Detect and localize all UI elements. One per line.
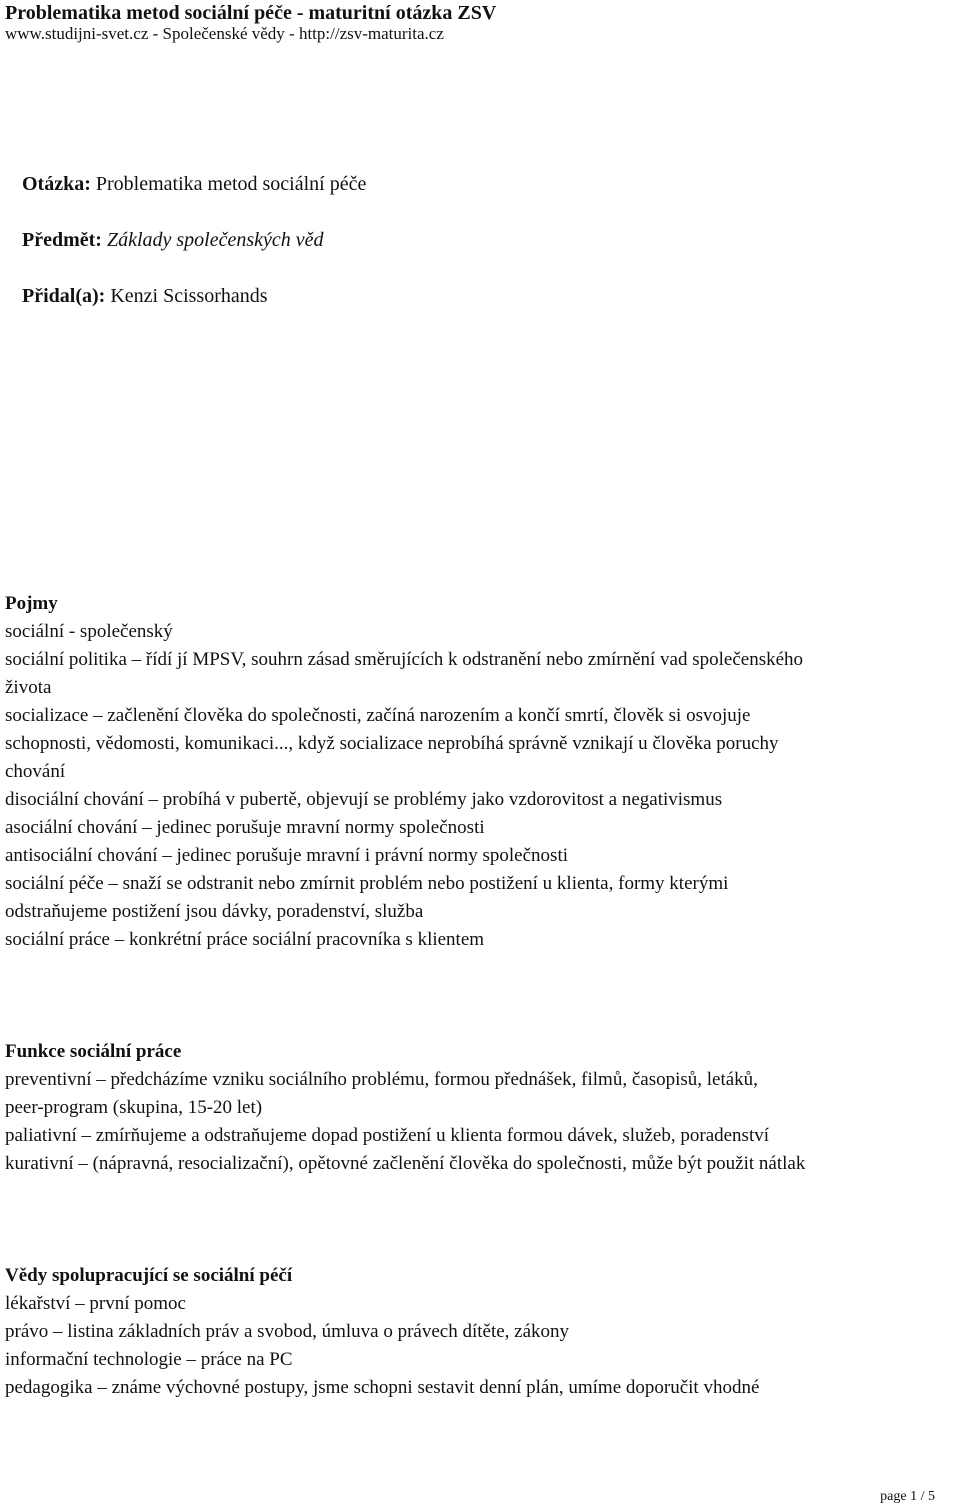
section-funkce [5,1038,955,1178]
text-line: disociální chování – probíhá v pubertě, objevují se problémy jako vzdorovitost a negativismus [5,789,723,810]
text-line: asociální chování – jedinec porušuje mravní normy společnosti [5,817,485,838]
author-value: Kenzi Scissorhands [110,285,268,307]
section-title-vedy: Vědy spolupracující se sociální péčí [5,1265,293,1286]
meta-question [22,172,922,196]
text-line: sociální péče – snaží se odstranit nebo zmírnit problém nebo postižení u klienta, formy kterými [5,873,729,894]
section-title-pojmy: Pojmy [5,593,58,614]
section-pojmy [5,590,955,954]
text-line: odstraňujeme postižení jsou dávky, poradenství, služba [5,901,424,922]
text-line: schopnosti, vědomosti, komunikaci..., když socializace neprobíhá správně vznikají u člověka poruchy [5,733,779,754]
subject-value: Základy společenských věd [106,229,324,251]
question-label: Otázka: [22,173,91,195]
text-line: preventivní – předcházíme vzniku sociálního problému, formou přednášek, filmů, časopisů, letáků, [5,1069,758,1090]
text-line: pedagogika – známe výchovné postupy, jsme schopni sestavit denní plán, umíme doporučit vhodné [5,1377,760,1398]
text-line: paliativní – zmírňujeme a odstraňujeme dopad postižení u klienta formou dávek, služeb, poradenství [5,1125,770,1146]
header-subtitle: www.studijni-svet.cz - Společenské vědy - http://zsv-maturita.cz [5,24,444,43]
document-header [5,2,955,44]
text-line: sociální - společenský [5,621,173,642]
author-label: Přidal(a): [22,285,106,307]
text-line: peer-program (skupina, 15-20 let) [5,1097,263,1118]
text-line: sociální práce – konkrétní práce sociální pracovníka s klientem [5,929,485,950]
meta-author [22,284,922,308]
text-line: právo – listina základních práv a svobod, úmluva o právech dítěte, zákony [5,1321,570,1342]
section-title-funkce: Funkce sociální práce [5,1041,182,1062]
question-value: Problematika metod sociální péče [95,173,367,195]
text-line: antisociální chování – jedinec porušuje mravní i právní normy společnosti [5,845,569,866]
text-line: života [5,677,52,698]
header-title: Problematika metod sociální péče - maturitní otázka ZSV [5,2,497,24]
meta-subject [22,228,922,252]
text-line: kurativní – (nápravná, resocializační), opětovné začlenění člověka do společnosti, může být použit nátlak [5,1153,806,1174]
text-line: sociální politika – řídí jí MPSV, souhrn zásad směrujících k odstranění nebo zmírnění vad společenského [5,649,804,670]
text-line: chování [5,761,66,782]
section-vedy [5,1262,955,1402]
text-line: lékařství – první pomoc [5,1293,186,1314]
subject-label: Předmět: [22,229,102,251]
text-line: socializace – začlenění člověka do společnosti, začíná narozením a končí smrtí, člověk si osvojuje [5,705,751,726]
text-line: informační technologie – práce na PC [5,1349,293,1370]
page-number: page 1 / 5 [880,1489,935,1504]
